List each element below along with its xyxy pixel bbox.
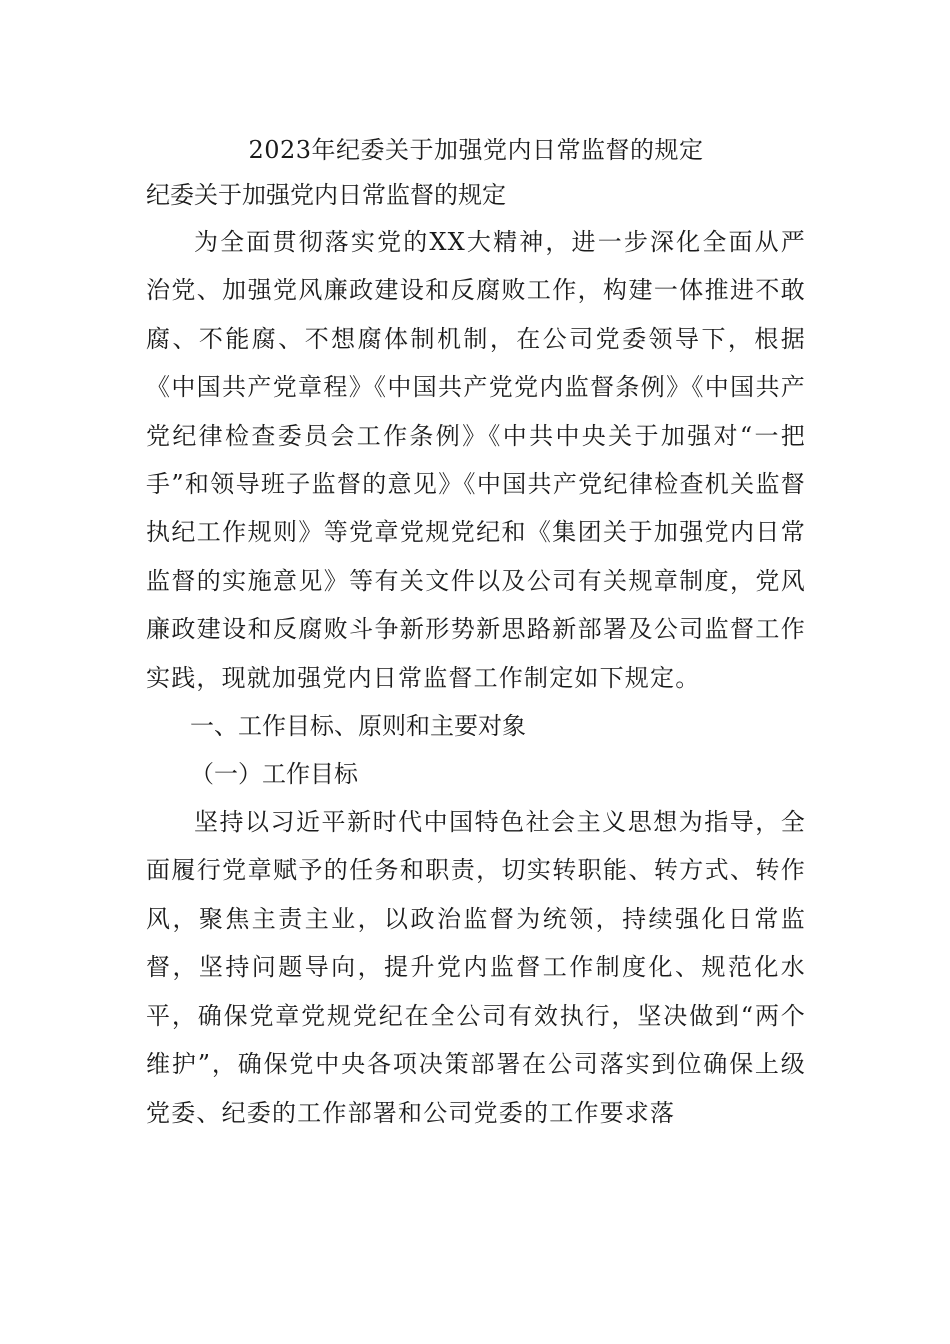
section-1-1-heading: （一）工作目标 [190, 760, 358, 789]
document-subtitle: 纪委关于加强党内日常监督的规定 [146, 181, 506, 209]
intro-paragraph: 为全面贯彻落实党的XX大精神，进一步深化全面从严治党、加强党风廉政建设和反腐败工作，构建一体推进不敢腐、不能腐、不想腐体制机制，在公司党委领导下，根据《中国共产党章程》《中国共产党党内监督条例》《中国共产党纪律检查委员会工作条例》《中共中央关于加强对“一把手”和领导班子监督的意见》《中国共产党纪律检查机关监督执纪工作规则》等党章党规党纪和《集团关于加强党内日常监督的实施意见》等有关文件以及公司有关规章制度，党风廉政建设和反腐败斗争新形势新思路新部署及公司监督工作实践，现就加强党内日常监督工作制定如下规定。 [146, 228, 806, 692]
section-1-heading: 一、工作目标、原则和主要对象 [190, 712, 526, 741]
document-body [146, 128, 806, 1137]
section-1-1-paragraph: 坚持以习近平新时代中国特色社会主义思想为指导，全面履行党章赋予的任务和职责，切实转职能、转方式、转作风，聚焦主责主业，以政治监督为统领，持续强化日常监督，坚持问题导向，提升党内监督工作制度化、规范化水平，确保党章党规党纪在全公司有效执行，坚决做到“两个维护”，确保党中央各项决策部署在公司落实到位确保上级党委、纪委的工作部署和公司党委的工作要求落 [146, 808, 806, 1127]
document-title: 2023年纪委关于加强党内日常监督的规定 [248, 136, 704, 164]
